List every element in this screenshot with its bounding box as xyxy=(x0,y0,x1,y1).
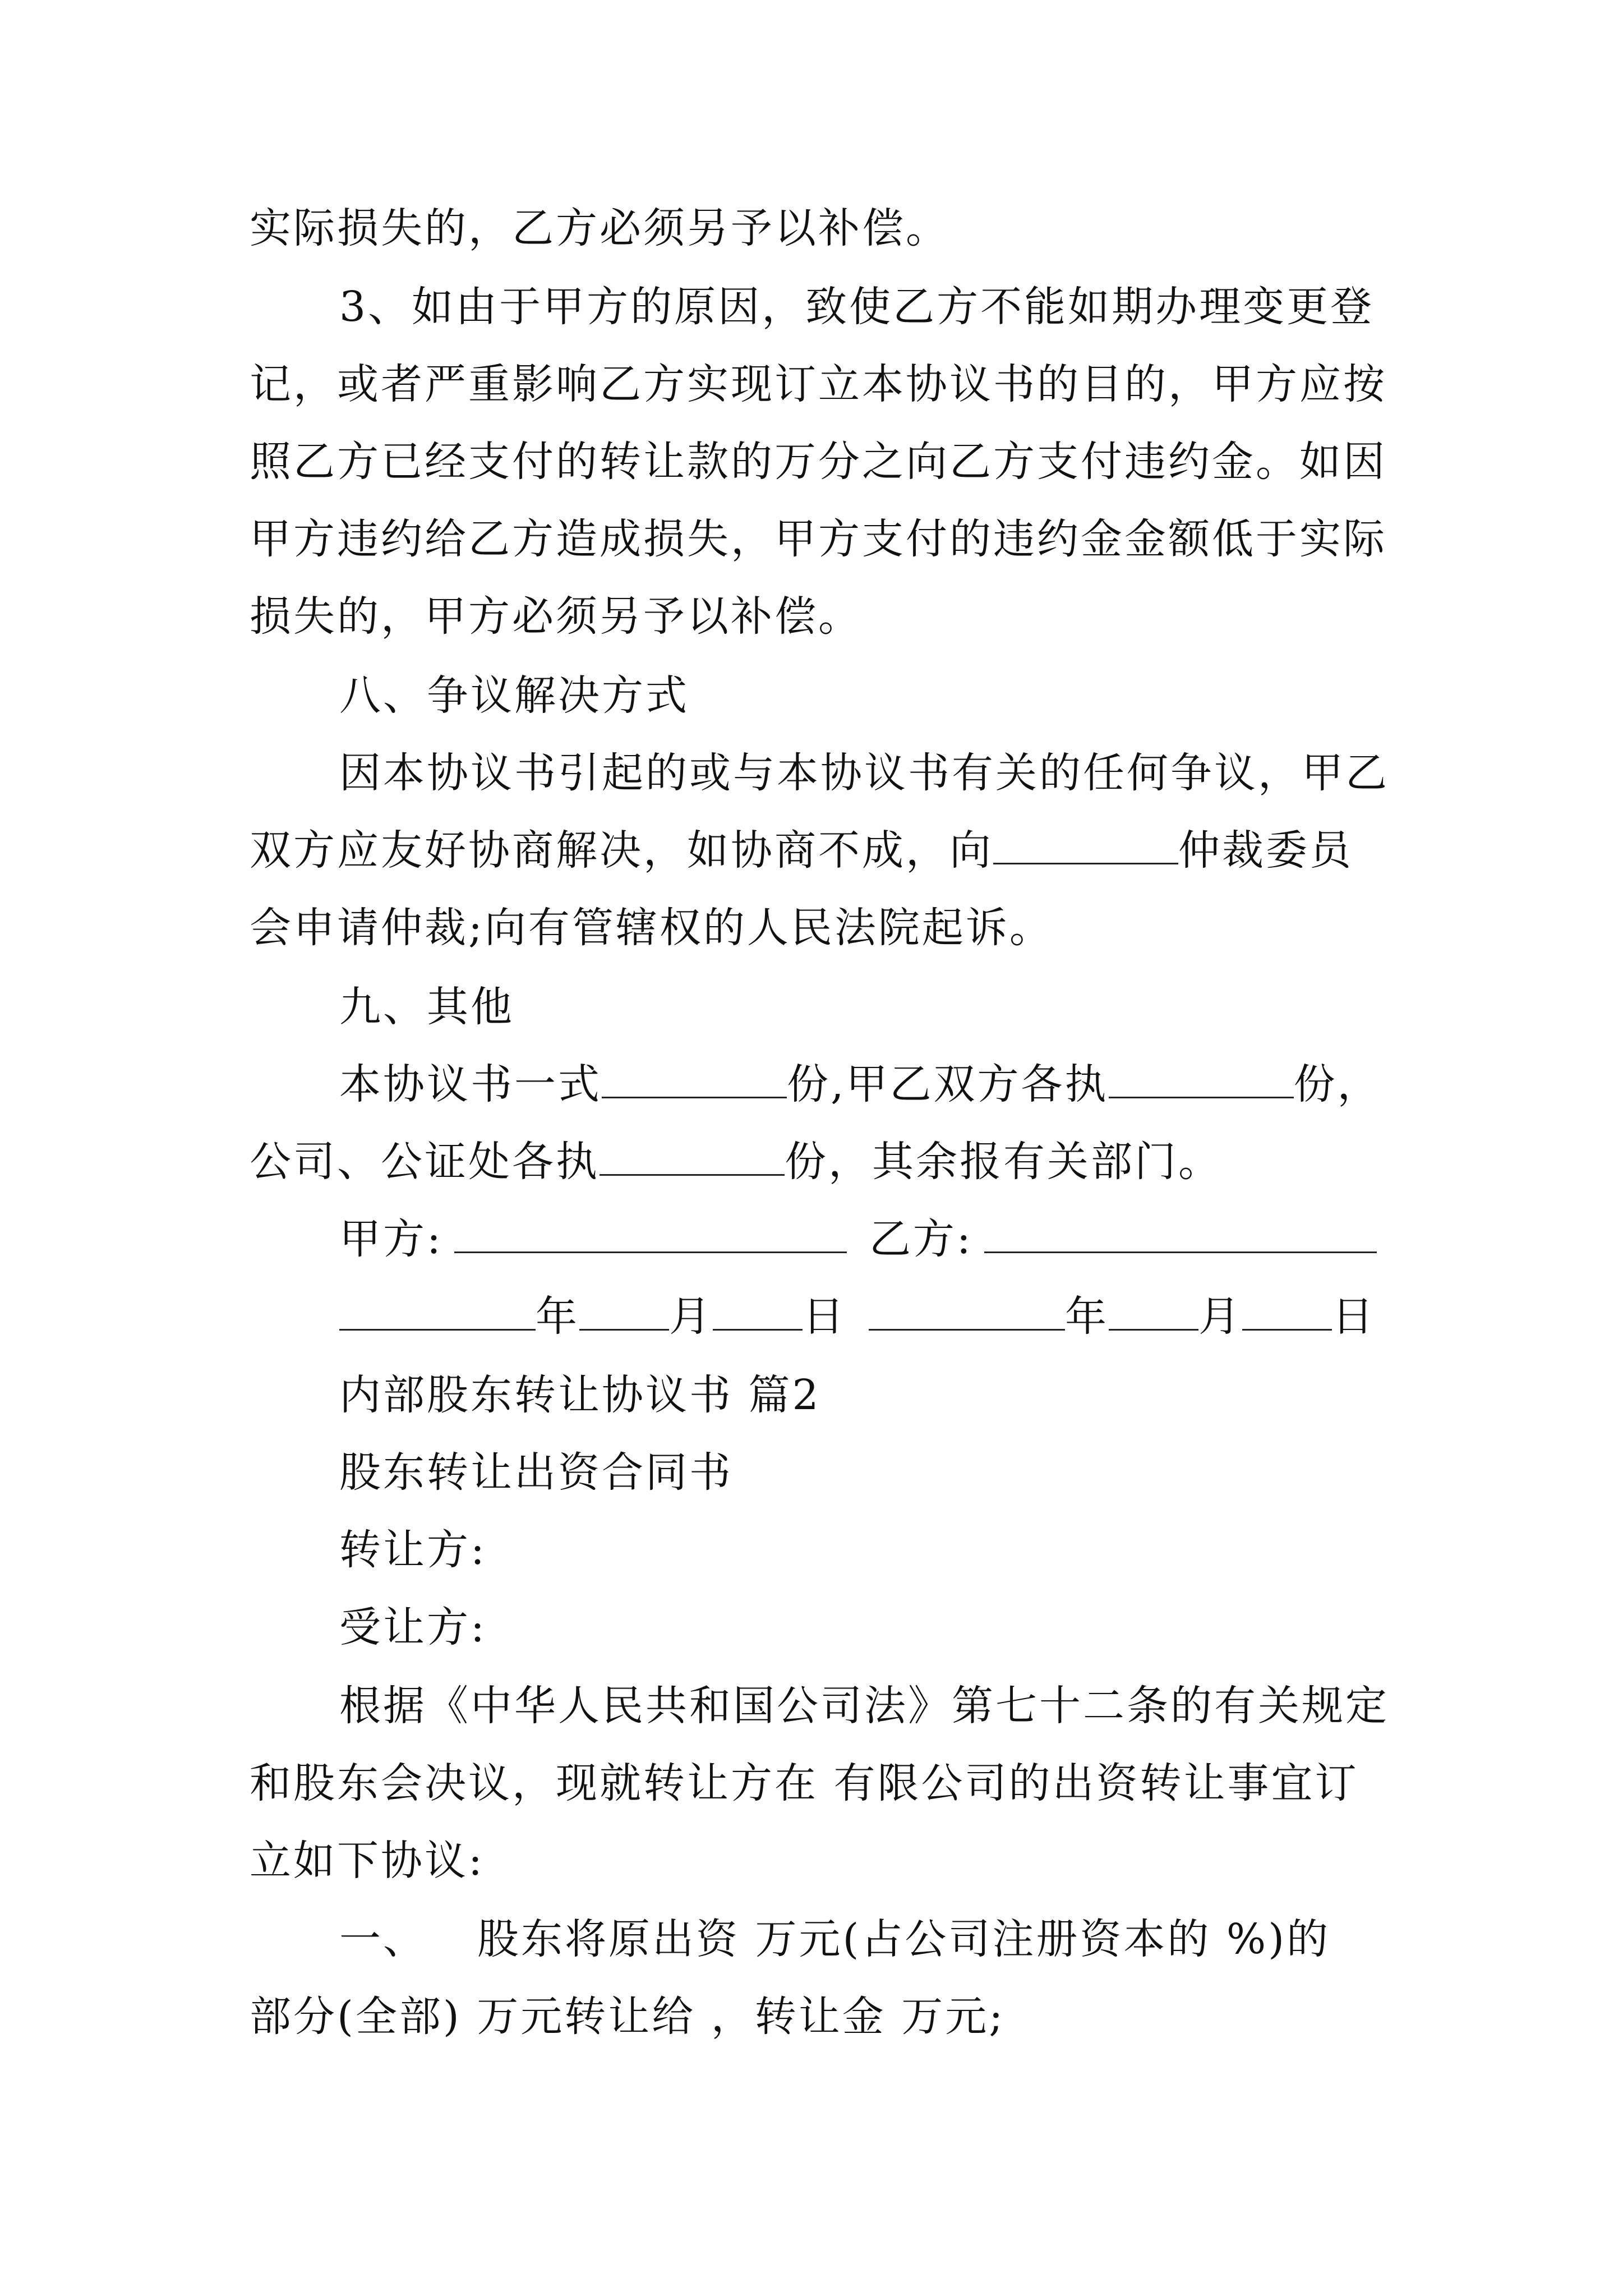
paragraph-line: 和股东会决议，现就转让方在 有限公司的出资转让事宜订 xyxy=(250,1759,1359,1807)
signature-line xyxy=(339,1215,1377,1263)
year-blank[interactable] xyxy=(869,1328,1065,1331)
month-label: 月 xyxy=(1198,1292,1242,1341)
transferor-label: 转让方: xyxy=(339,1526,487,1574)
paragraph-line: 根据《中华人民共和国公司法》第七十二条的有关规定 xyxy=(339,1682,1389,1730)
paragraph-line: 3、如由于甲方的原因，致使乙方不能如期办理变更登 xyxy=(339,283,1375,331)
date-line xyxy=(339,1292,1376,1341)
line-text: 本协议书一式 xyxy=(339,1060,602,1108)
year-label: 年 xyxy=(1065,1292,1109,1341)
party-b-signature-blank[interactable] xyxy=(984,1251,1377,1253)
paragraph-line: 会申请仲裁;向有管辖权的人民法院起诉。 xyxy=(250,904,1053,952)
document-title: 内部股东转让协议书 篇2 xyxy=(339,1371,821,1419)
line-text: 双方应友好协商解决，如协商不成，向 xyxy=(250,826,993,875)
fill-in-blank[interactable] xyxy=(1109,1096,1294,1098)
line-text: 份， xyxy=(1293,1060,1381,1108)
paragraph-line xyxy=(339,1915,1331,1963)
fill-in-blank[interactable] xyxy=(993,862,1178,864)
year-blank[interactable] xyxy=(339,1328,536,1331)
section-heading: 八、争议解决方式 xyxy=(339,671,689,720)
paragraph-line: 照乙方已经支付的转让款的万分之向乙方支付违约金。如因 xyxy=(250,438,1387,486)
line-text: 股东将原出资 万元(占公司注册资本的 %)的 xyxy=(477,1915,1331,1963)
party-a-signature-blank[interactable] xyxy=(454,1251,847,1253)
day-blank[interactable] xyxy=(713,1328,803,1331)
paragraph-line: 立如下协议: xyxy=(250,1837,485,1885)
paragraph-line: 损失的，甲方必须另予以补偿。 xyxy=(250,592,862,641)
month-blank[interactable] xyxy=(579,1328,669,1331)
paragraph-line xyxy=(250,826,1353,875)
paragraph-line: 记，或者严重影响乙方实现订立本协议书的目的，甲方应按 xyxy=(250,360,1387,408)
paragraph-line xyxy=(250,1138,1222,1186)
paragraph-line: 甲方违约给乙方造成损失，甲方支付的违约金金额低于实际 xyxy=(250,515,1387,563)
day-blank[interactable] xyxy=(1242,1328,1332,1331)
party-a-label: 甲方: xyxy=(339,1215,443,1263)
line-text: 份,甲乙双方各执 xyxy=(787,1060,1109,1108)
day-label: 日 xyxy=(803,1292,846,1341)
transferee-label: 受让方: xyxy=(339,1603,487,1651)
line-text: 份，其余报有关部门。 xyxy=(785,1138,1222,1186)
day-label: 日 xyxy=(1332,1292,1376,1341)
paragraph-line: 部分(全部) 万元转让给 ，转让金 万元; xyxy=(250,1993,1006,2041)
section-heading: 九、其他 xyxy=(339,983,514,1031)
paragraph-line: 实际损失的，乙方必须另予以补偿。 xyxy=(250,204,949,252)
year-label: 年 xyxy=(536,1292,579,1341)
paragraph-line xyxy=(339,1060,1381,1108)
month-blank[interactable] xyxy=(1109,1328,1198,1331)
line-text: 仲裁委员 xyxy=(1178,826,1353,875)
clause-number: 一、 xyxy=(339,1915,427,1963)
party-b-label: 乙方: xyxy=(869,1215,973,1263)
fill-in-blank[interactable] xyxy=(600,1174,785,1176)
contract-title: 股东转让出资合同书 xyxy=(339,1448,733,1497)
paragraph-line: 因本协议书引起的或与本协议书有关的任何争议，甲乙 xyxy=(339,749,1389,797)
line-text: 公司、公证处各执 xyxy=(250,1138,600,1186)
fill-in-blank[interactable] xyxy=(602,1096,787,1098)
month-label: 月 xyxy=(669,1292,713,1341)
